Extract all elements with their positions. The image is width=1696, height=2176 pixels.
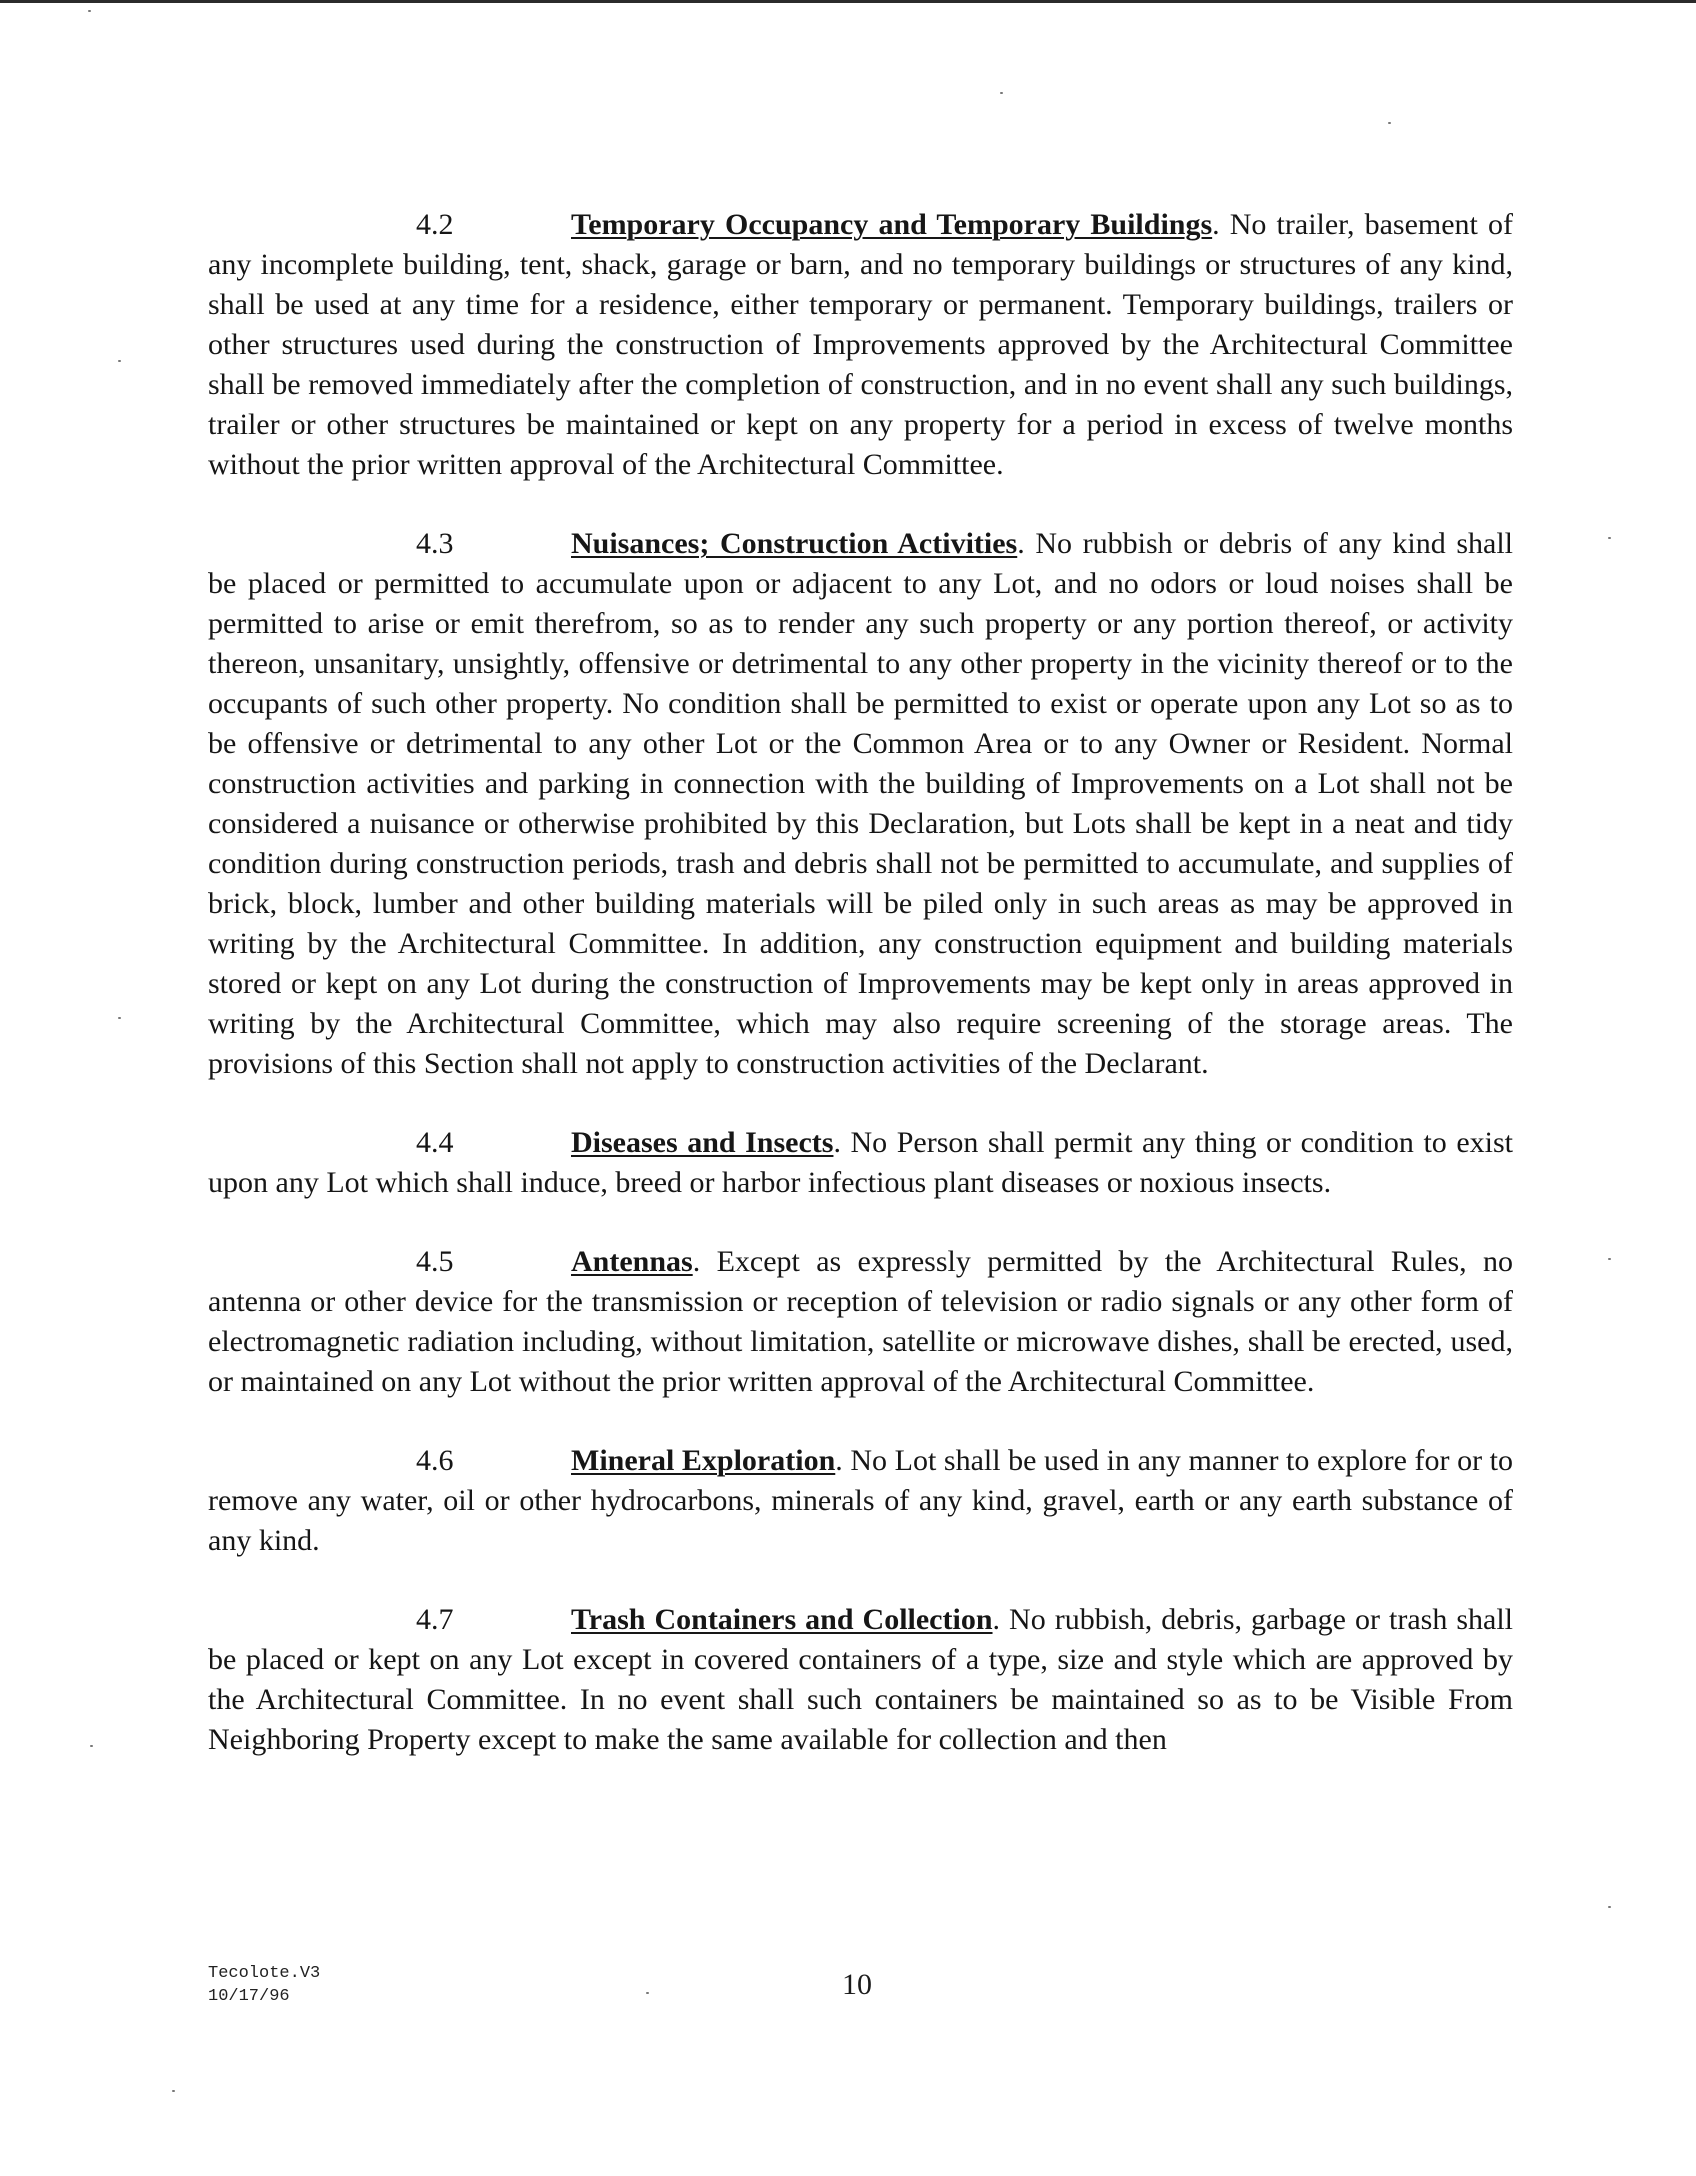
section-body: No Person shall permit any thing or condition to exist upon any Lot which shall induce, breed or harbor infectious plant diseases or noxious insects. bbox=[208, 1126, 1514, 1199]
section-paragraph bbox=[208, 1441, 1513, 1561]
page-number: 10 bbox=[842, 1968, 872, 2001]
section-paragraph bbox=[208, 524, 1513, 1084]
section-number: 4.6 bbox=[416, 1444, 454, 1477]
section-number: 4.3 bbox=[416, 527, 454, 560]
section-title-period: . bbox=[833, 1126, 841, 1159]
scan-speck bbox=[1388, 122, 1391, 124]
scan-speck bbox=[88, 10, 91, 12]
section-title-period: . bbox=[1017, 527, 1025, 560]
section-body: No trailer, basement of any incomplete building, tent, shack, garage or barn, and no temporary buildings or structures of any kind, shall be used at any time for a residence, either temporary or permanent. Temporary buildings, trailers or other structures used during the construction of Improvements approved by the Architectural Committee shall be removed immediately after the completion of construction, and in no event shall any such buildings, trailer or other structures be maintained or kept on any property for a period in excess of twelve months without the prior written approval of the Architectural Committee. bbox=[208, 208, 1513, 481]
document-date: 10/17/96 bbox=[208, 1987, 290, 2006]
section-4-7 bbox=[208, 1600, 1513, 1760]
section-title-period: . bbox=[835, 1444, 843, 1477]
scan-speck bbox=[1608, 1258, 1611, 1260]
section-number: 4.4 bbox=[416, 1126, 454, 1159]
section-paragraph bbox=[208, 205, 1513, 485]
scan-speck bbox=[646, 1992, 649, 1994]
section-title-period: . bbox=[692, 1245, 701, 1278]
scan-speck bbox=[118, 360, 121, 362]
section-title-period: . bbox=[992, 1603, 1001, 1636]
scan-speck bbox=[90, 1745, 93, 1747]
section-title: Temporary Occupancy and Temporary Buildings bbox=[571, 208, 1213, 241]
document-page bbox=[208, 205, 1513, 1799]
section-4-3 bbox=[208, 524, 1513, 1084]
document-reference bbox=[208, 1962, 320, 2008]
section-title: Mineral Exploration bbox=[571, 1444, 836, 1477]
scan-speck bbox=[1000, 92, 1003, 94]
section-title: Antennas bbox=[571, 1245, 693, 1278]
section-number: 4.2 bbox=[416, 208, 454, 241]
section-title: Diseases and Insects bbox=[571, 1126, 834, 1159]
section-4-4 bbox=[208, 1123, 1513, 1203]
section-4-6 bbox=[208, 1441, 1513, 1561]
scan-speck bbox=[118, 1017, 121, 1019]
scan-speck bbox=[1608, 1906, 1611, 1908]
section-number: 4.7 bbox=[416, 1603, 454, 1636]
document-filename: Tecolote.V3 bbox=[208, 1964, 321, 1983]
scan-top-edge bbox=[0, 0, 1696, 3]
section-body: No Lot shall be used in any manner to explore for or to remove any water, oil or other hydrocarbons, minerals of any kind, gravel, earth or any earth substance of any kind. bbox=[208, 1444, 1514, 1557]
section-paragraph bbox=[208, 1600, 1513, 1760]
scan-speck bbox=[172, 2090, 175, 2092]
section-number: 4.5 bbox=[416, 1245, 454, 1278]
section-4-2 bbox=[208, 205, 1513, 485]
section-paragraph bbox=[208, 1123, 1513, 1203]
section-4-5 bbox=[208, 1242, 1513, 1402]
section-paragraph bbox=[208, 1242, 1513, 1402]
section-title: Trash Containers and Collection bbox=[571, 1603, 993, 1636]
section-title: Nuisances; Construction Activities bbox=[571, 527, 1018, 560]
section-body: No rubbish, debris, garbage or trash shall be placed or kept on any Lot except in covered containers of a type, size and style which are approved by the Architectural Committee. In no event shall such containers be maintained so as to be Visible From Neighboring Property except to make the same available for collection and then bbox=[208, 1603, 1513, 1756]
section-body: No rubbish or debris of any kind shall be placed or permitted to accumulate upon or adjacent to any Lot, and no odors or loud noises shall be permitted to arise or emit therefrom, so as to render any such property or any portion thereof, or activity thereon, unsanitary, unsightly, offensive or detrimental to any other property in the vicinity thereof or to the occupants of such other property. No condition shall be permitted to exist or operate upon any Lot so as to be offensive or detrimental to any other Lot or the Common Area or to any Owner or Resident. Normal construction activities and parking in connection with the building of Improvements on a Lot shall not be considered a nuisance or otherwise prohibited by this Declaration, but Lots shall be kept in a neat and tidy condition during construction periods, trash and debris shall not be permitted to accumulate, and supplies of brick, block, lumber and other building materials will be piled only in such areas as may be approved in writing by the Architectural Committee. In addition, any construction equipment and building materials stored or kept on any Lot during the construction of Improvements may be kept only in areas approved in writing by the Architectural Committee, which may also require screening of the storage areas. The provisions of this Section shall not apply to construction activities of the Declarant. bbox=[208, 527, 1513, 1080]
section-title-period: . bbox=[1212, 208, 1220, 241]
scan-speck bbox=[1608, 537, 1611, 539]
section-body: Except as expressly permitted by the Architectural Rules, no antenna or other device for the transmission or reception of television or radio signals or any other form of electromagnetic radiation including, without limitation, satellite or microwave dishes, shall be erected, used, or maintained on any Lot without the prior written approval of the Architectural Committee. bbox=[208, 1245, 1514, 1398]
